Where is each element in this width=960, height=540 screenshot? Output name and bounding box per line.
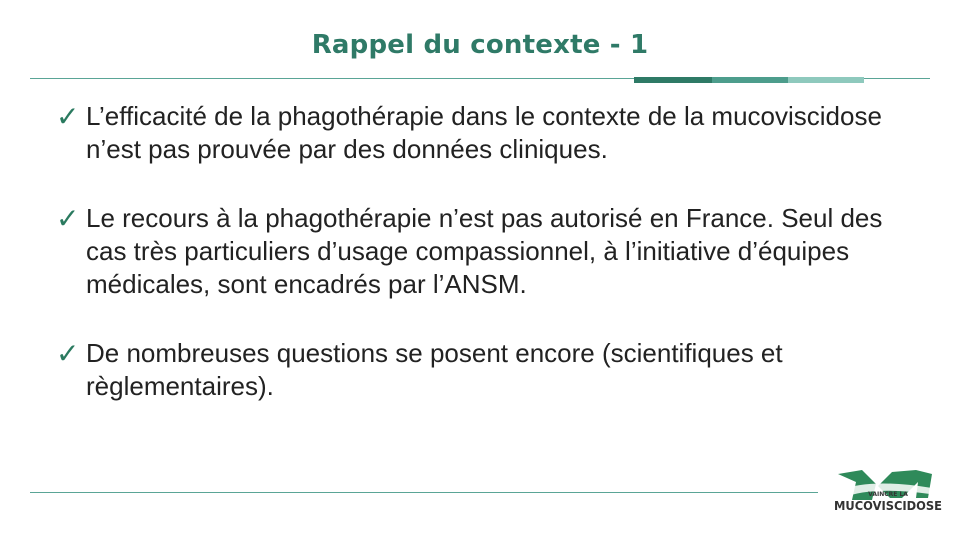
bullet-item xyxy=(56,100,922,166)
footer-divider xyxy=(30,492,818,493)
accent-bar-dark xyxy=(634,77,712,83)
bullet-item xyxy=(56,337,922,403)
bullet-text: De nombreuses questions se posent encore (scientifiques et règlementaires). xyxy=(86,338,783,401)
check-icon: ✓ xyxy=(56,337,80,370)
logo-line1: VAINCRE LA xyxy=(868,491,908,498)
check-icon: ✓ xyxy=(56,100,80,133)
vaincre-la-mucoviscidose-logo xyxy=(832,468,944,520)
check-icon: ✓ xyxy=(56,202,80,235)
bullet-text: Le recours à la phagothérapie n’est pas autorisé en France. Seul des cas très particuliers d’usage compassionnel, à l’initiative d’équipes médicales, sont encadrés par l’ANSM. xyxy=(86,203,883,299)
title-accent-bars xyxy=(634,77,864,83)
bullet-list xyxy=(56,100,922,439)
accent-bar-light xyxy=(788,77,864,83)
slide-title: Rappel du contexte - 1 xyxy=(311,30,649,60)
accent-bar-mid xyxy=(712,77,788,83)
bullet-item xyxy=(56,202,922,301)
logo-line2: MUCOVISCIDOSE xyxy=(834,499,942,513)
bullet-text: L’efficacité de la phagothérapie dans le contexte de la mucoviscidose n’est pas prouvée par des données cliniques. xyxy=(86,101,882,164)
